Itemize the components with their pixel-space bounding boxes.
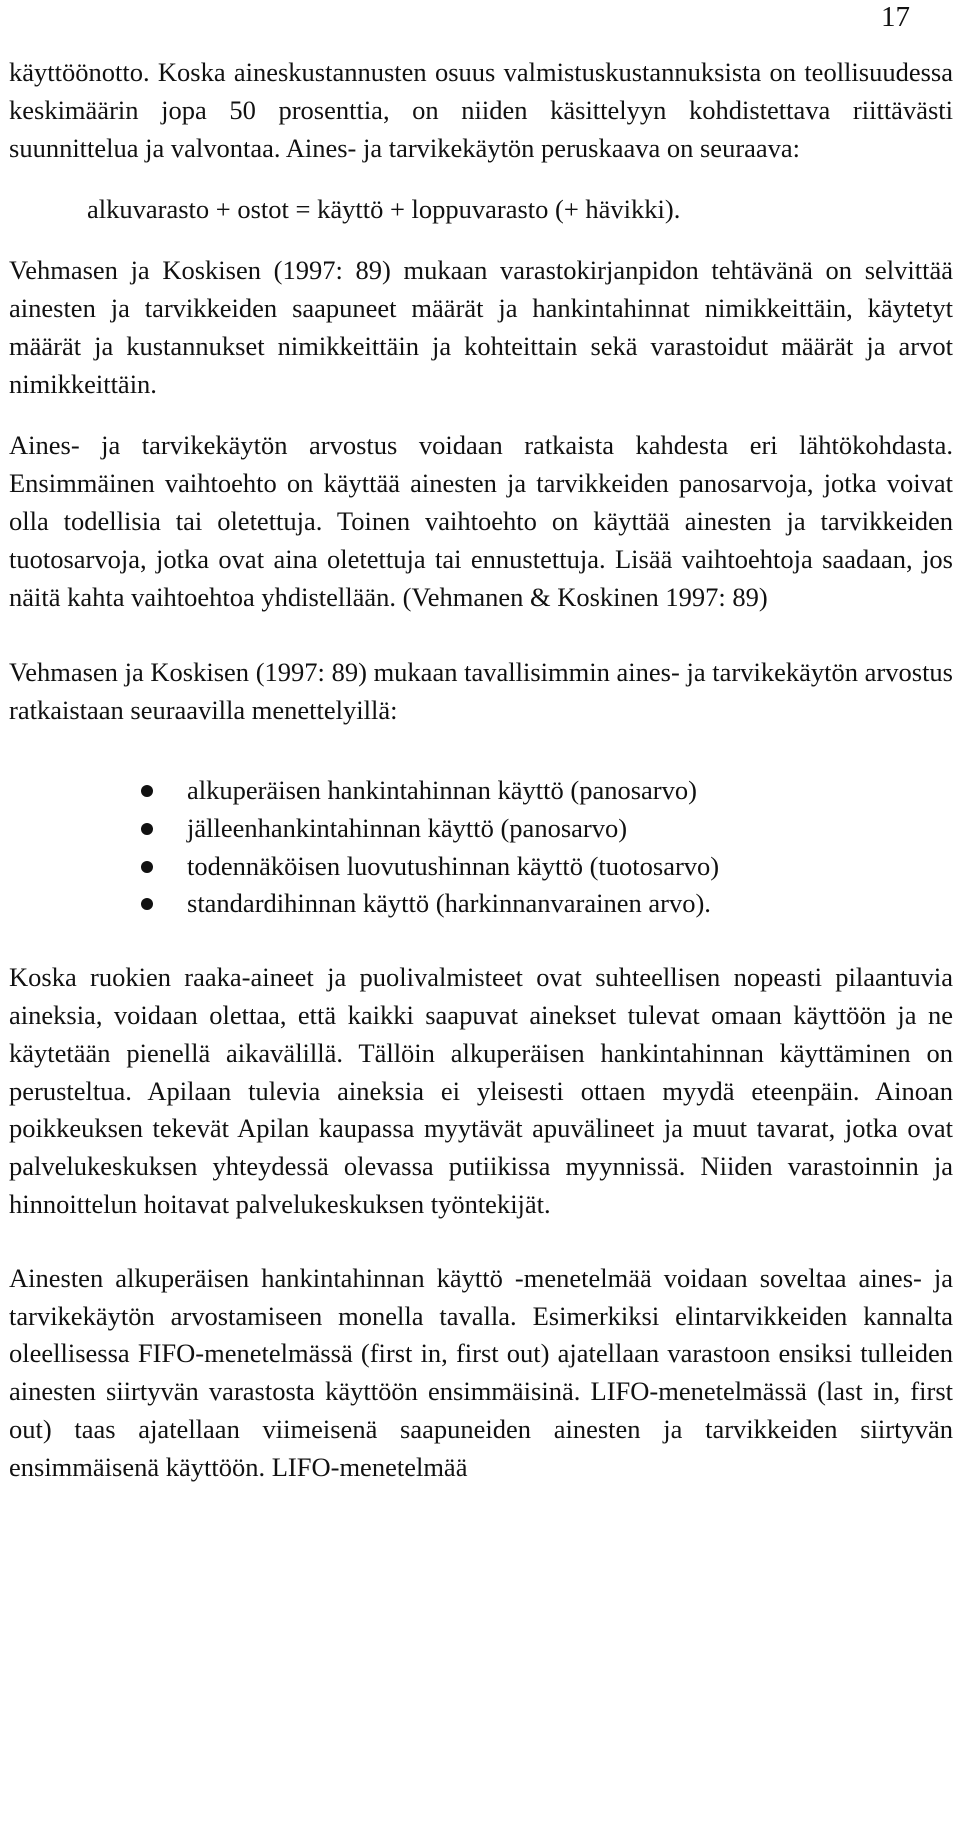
bullet-icon: [141, 823, 153, 835]
list-item-text: jälleenhankintahinnan käyttö (panosarvo): [187, 812, 628, 843]
list-item: [9, 772, 953, 810]
page-content: [9, 54, 953, 1487]
paragraph-intro: käyttöönotto. Koska aineskustannusten osuus valmistuskustannuksista on teollisuudessa keskimäärin jopa 50 prosenttia, on niiden käsittelyyn kohdistettava riittävästi suunnittelua ja valvontaa. Aines- ja tarvikekäytön peruskaava on seuraava:: [9, 57, 953, 163]
list-item: [9, 885, 953, 923]
bullet-icon: [141, 785, 153, 797]
paragraph-arvostus: Aines- ja tarvikekäytön arvostus voidaan ratkaista kahdesta eri lähtökohdasta. Ensimmäinen vaihtoehto on käyttää ainesten ja tarvikkeiden panosarvoja, jotka voivat olla todellisia tai oletettuja. Toinen vaihtoehto on käyttää ainesten ja tarvikkeiden tuotosarvoja, jotka ovat aina oletettuja tai ennustettuja. Lisää vaihtoehtoja saadaan, jos näitä kahta vaihtoehtoa yhdistellään. (Vehmanen & Koskinen 1997: 89): [9, 430, 953, 612]
list-item-text: alkuperäisen hankintahinnan käyttö (panosarvo): [187, 774, 697, 805]
list-item-text: standardihinnan käyttö (harkinnanvarainen arvo).: [187, 888, 711, 919]
list-item-text: todennäköisen luovutushinnan käyttö (tuotosarvo): [187, 850, 720, 881]
bullet-list: [9, 772, 953, 923]
paragraph-varastokirjanpito: Vehmasen ja Koskisen (1997: 89) mukaan varastokirjanpidon tehtävänä on selvittää ainesten ja tarvikkeiden saapuneet määrät ja hankintahinnat nimikkeittäin, käytetyt määrät ja kustannukset nimikkeittäin ja kohteittain sekä varastoidut määrät ja arvot nimikkeittäin.: [9, 255, 953, 399]
paragraph-raaka-aineet: Koska ruokien raaka-aineet ja puolivalmisteet ovat suhteellisen nopeasti pilaantuvia aineksia, voidaan olettaa, että kaikki saapuvat ainekset tulevat omaan käyttöön ja ne käytetään pienellä aikavälillä. Tällöin alkuperäisen hankintahinnan käyttäminen on perusteltua. Apilaan tulevia aineksia ei yleisesti ottaen myydä eteenpäin. Ainoan poikkeuksen tekevät Apilan kaupassa myytävät apuvälineet ja muut tavarat, jotka ovat palvelukeskuksen yhteydessä olevassa putiikissa myynnissä. Niiden varastoinnin ja hinnoittelun hoitavat palvelukeskuksen työntekijät.: [9, 962, 953, 1219]
list-item: [9, 848, 953, 886]
formula-line: alkuvarasto + ostot = käyttö + loppuvarasto (+ hävikki).: [87, 194, 681, 225]
paragraph-menettelyt: Vehmasen ja Koskisen (1997: 89) mukaan tavallisimmin aines- ja tarvikekäytön arvostus ratkaistaan seuraavilla menettelyillä:: [9, 657, 953, 726]
bullet-icon: [141, 898, 153, 910]
page-number: 17: [881, 1, 910, 33]
paragraph-menetelmat: Ainesten alkuperäisen hankintahinnan käyttö -menetelmää voidaan soveltaa aines- ja tarvikekäytön arvostamiseen monella tavalla. Esimerkiksi elintarvikkeiden kannalta oleellisessa FIFO-menetelmässä (first in, first out) ajatellaan varastoon ensiksi tulleiden ainesten siirtyvän varastosta käyttöön ensimmäisinä. LIFO-menetelmässä (last in, first out) taas ajatellaan viimeisenä saapuneiden ainesten ja tarvikkeiden siirtyvän ensimmäisenä käyttöön. LIFO-menetelmää: [9, 1262, 953, 1482]
bullet-icon: [141, 861, 153, 873]
list-item: [9, 810, 953, 848]
